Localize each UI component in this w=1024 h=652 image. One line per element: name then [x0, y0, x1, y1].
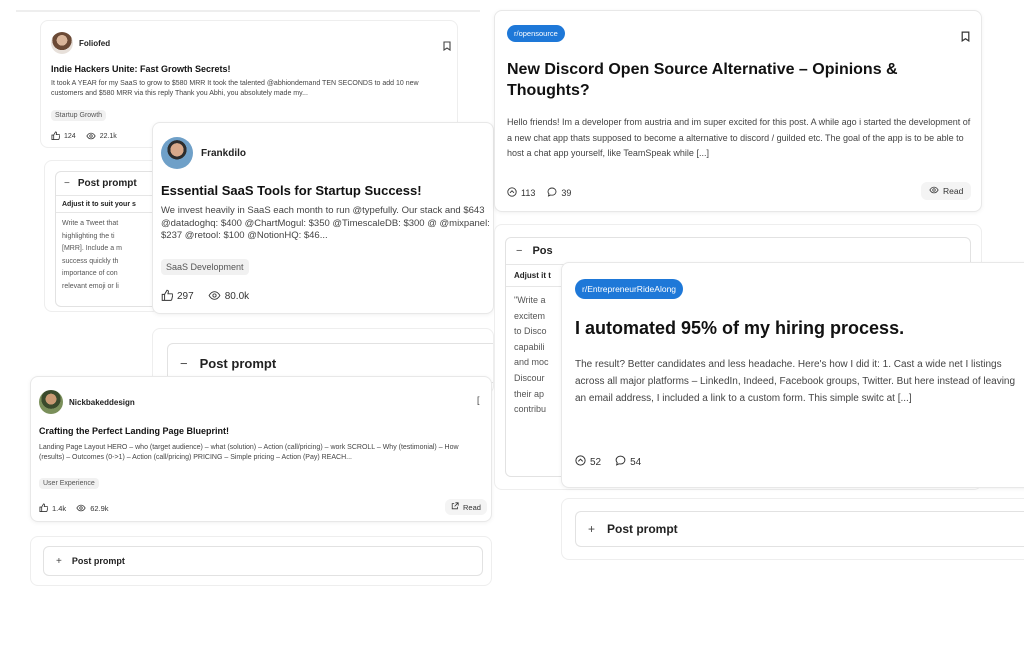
views-count: 62.9k: [90, 504, 109, 513]
read-button[interactable]: [921, 182, 971, 200]
views-stat: [208, 291, 249, 303]
upvote-icon: [575, 455, 586, 469]
prompt-line: contribu: [514, 404, 547, 415]
collapse-icon: −: [180, 355, 188, 371]
subreddit-badge[interactable]: r/EntrepreneurRideAlong: [575, 279, 683, 299]
post-title[interactable]: New Discord Open Source Alternative – Opinions & Thoughts?: [507, 61, 898, 99]
post-title[interactable]: Crafting the Perfect Landing Page Blueprint!: [39, 426, 230, 436]
bookmark-icon[interactable]: [961, 29, 970, 47]
likes-stat[interactable]: [39, 503, 66, 514]
prompt-line: highlighting the ti: [62, 232, 115, 240]
subreddit-badge[interactable]: r/opensource: [507, 25, 565, 42]
post-prompt-label: Pos: [532, 245, 553, 257]
expand-icon: +: [588, 522, 596, 536]
post-title[interactable]: Essential SaaS Tools for Startup Success!: [161, 183, 422, 198]
views-stat: [86, 132, 117, 142]
topic-tag[interactable]: SaaS Development: [161, 259, 249, 275]
collapse-icon: −: [516, 245, 523, 257]
author-name: Frankdilo: [201, 147, 247, 159]
prompt-line: success quickly th: [62, 257, 119, 265]
post-stats: [39, 503, 109, 514]
topic-tag[interactable]: User Experience: [39, 478, 99, 489]
prompt-line: capabili: [514, 341, 545, 352]
read-label: Read: [463, 502, 481, 512]
topic-tag[interactable]: Startup Growth: [51, 110, 106, 121]
prompt-line: relevant emoji or li: [62, 282, 119, 290]
author-name: Nickbakeddesign: [69, 397, 135, 407]
eye-icon: [86, 132, 96, 142]
post-stats: [575, 455, 641, 469]
avatar: [161, 137, 193, 169]
views-count: 80.0k: [224, 291, 250, 302]
post-prompt-panel-landing: [30, 536, 492, 586]
expand-icon: +: [56, 555, 62, 567]
post-author[interactable]: [161, 137, 246, 169]
thumbs-up-icon: [161, 289, 173, 304]
prompt-text: [506, 287, 557, 424]
comments-stat[interactable]: [615, 455, 641, 469]
prompt-line: Discour: [514, 372, 545, 383]
post-prompt-label: Post prompt: [77, 178, 137, 189]
comments-count: 39: [561, 188, 572, 198]
prompt-instructions: Adjust it to suit your s: [62, 201, 136, 208]
post-card-automated-hiring[interactable]: [561, 262, 1024, 488]
upvotes-count: 113: [521, 188, 536, 198]
comments-count: 54: [630, 456, 642, 468]
eye-icon: [76, 504, 86, 514]
post-excerpt: We invest heavily in SaaS each month to run @typefully. Our stack and $643 @datadoghq: $400 @ChartMogul: $350 @TimescaleDB: $300 @ @mixpanel: $237 @retool: $100 @NotionHQ: $46...: [161, 205, 490, 241]
post-prompt-label: Post prompt: [607, 522, 678, 536]
post-card-saas-tools[interactable]: [152, 122, 494, 314]
avatar: [51, 32, 73, 54]
post-excerpt: Landing Page Layout HERO – who (target audience) – what (solution) – Action (call/pricing) – work SCROLL – Why (testimonial) – How (results) – Outcomes (0->1) – Action (call/pricing) PRICING – Simple pricing – Action (Pay) REACH...: [39, 444, 459, 461]
author-name: Foliofed: [79, 38, 111, 48]
prompt-line: and moc: [514, 357, 549, 368]
prompt-instructions: Adjust it t: [514, 271, 551, 280]
upvotes-stat[interactable]: [575, 455, 601, 469]
post-excerpt: Hello friends! Im a developer from austria and im super excited for this post. A while ago i started the development of a new chat app thats supposed to become a alternative to discord / guilded etc. The goal of the app is to be able to host a chat app yourself, like TeamSpeak while [...]: [507, 117, 971, 158]
prompt-line: "Write a: [514, 295, 546, 305]
thumbs-up-icon: [51, 131, 60, 142]
comments-stat[interactable]: [547, 187, 571, 199]
post-prompt-panel-hiring: [561, 498, 1024, 560]
post-prompt-toggle[interactable]: [43, 546, 483, 576]
post-author[interactable]: [39, 390, 135, 414]
eye-icon: [929, 186, 939, 196]
post-stats: [161, 289, 249, 304]
bookmark-icon[interactable]: [443, 38, 451, 56]
prompt-line: to Disco: [514, 326, 547, 337]
post-prompt-panel-left: [44, 160, 160, 312]
read-button[interactable]: [445, 499, 487, 515]
comment-icon: [547, 187, 557, 199]
post-card-discord-alternative[interactable]: [494, 10, 982, 212]
likes-stat[interactable]: [51, 131, 76, 142]
post-prompt-toggle[interactable]: [55, 171, 160, 307]
eye-icon: [208, 291, 221, 303]
post-author[interactable]: [51, 32, 110, 54]
likes-count: 124: [64, 133, 76, 140]
prompt-line: excitem: [514, 310, 546, 321]
prompt-line: their ap: [514, 388, 545, 399]
likes-count: 297: [177, 291, 194, 302]
post-excerpt: It took A YEAR for my SaaS to grow to $580 MRR It took the talented @abhiondemand TEN SECONDS to add 10 new customers and $580 MRR via this reply Thank you Abhi, you absolutely made my...: [51, 80, 419, 97]
prompt-line: [MRR]. Include a m: [62, 245, 122, 253]
collapse-icon: −: [64, 178, 70, 189]
top-divider: [16, 10, 480, 12]
views-stat: [76, 504, 108, 514]
prompt-line: Write a Tweet that: [62, 220, 119, 227]
post-card-landing-page[interactable]: [30, 376, 492, 522]
prompt-text: [56, 213, 128, 299]
bookmark-icon[interactable]: [: [477, 395, 480, 405]
avatar: [39, 390, 63, 414]
comment-icon: [615, 455, 626, 469]
upvote-icon: [507, 187, 517, 199]
likes-count: 1.4k: [52, 504, 67, 513]
post-title[interactable]: I automated 95% of my hiring process.: [575, 318, 905, 338]
post-prompt-label: Post prompt: [71, 556, 125, 566]
prompt-line: importance of con: [62, 270, 118, 278]
post-stats: [507, 187, 571, 199]
post-title[interactable]: Indie Hackers Unite: Fast Growth Secrets!: [51, 64, 231, 74]
post-prompt-label: Post prompt: [199, 355, 277, 371]
views-count: 22.1k: [99, 133, 117, 140]
post-stats: [51, 131, 117, 142]
external-link-icon: [451, 502, 459, 512]
likes-stat[interactable]: [161, 289, 194, 304]
read-label: Read: [943, 186, 964, 196]
upvotes-count: 52: [590, 456, 602, 468]
post-excerpt: The result? Better candidates and less headache. Here's how I did it: 1. Cast a wide net I listings across all major platforms – LinkedIn, Indeed, Facebook groups, Twitter. But here instead of leaving an email address, I included a link to a custom form. This simple switc at [...]: [575, 359, 1016, 404]
post-prompt-toggle[interactable]: [575, 511, 1024, 547]
upvotes-stat[interactable]: [507, 187, 535, 199]
thumbs-up-icon: [39, 503, 48, 514]
